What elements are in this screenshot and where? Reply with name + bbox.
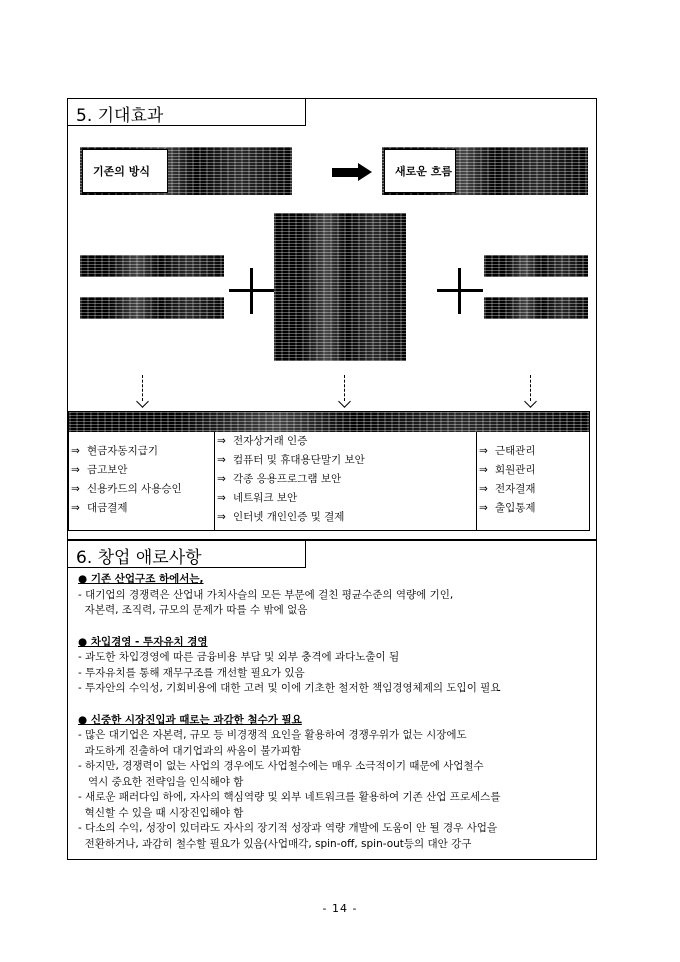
paragraph-line: 과도하게 진출하여 대기업과의 싸움이 불가피함 — [78, 744, 301, 757]
left-bar-top — [80, 255, 224, 277]
paragraph-line: - 새로운 패러다임 하에, 자사의 핵심역량 및 외부 네트워크를 활용하여 기존 산업 프로세스를 — [78, 791, 501, 803]
subheading: ● 차입경영 - 투자유치 경영 — [78, 635, 208, 648]
down-arrow-icon-center — [338, 375, 352, 409]
right-bar-top — [484, 255, 588, 277]
list-item: ⇒ 금고보안 — [71, 464, 128, 476]
paragraph-line: - 많은 대기업은 자본력, 규모 등 비경쟁적 요인을 활용하여 경쟁우위가 없는 시장에도 — [78, 729, 467, 741]
plus-icon-left — [229, 268, 275, 314]
list-item: ⇒ 회원관리 — [479, 464, 536, 476]
paragraph-line: 자본력, 조직력, 규모의 문제가 따를 수 밖에 없음 — [78, 604, 308, 616]
left-bar-bottom — [80, 297, 224, 319]
list-item: ⇒ 전자결재 — [479, 483, 536, 495]
center-block — [274, 213, 406, 361]
content-block — [78, 572, 593, 852]
paragraph-line: - 과도한 차입경영에 따른 금융비용 부담 및 외부 충격에 과다노출이 됨 — [78, 651, 400, 663]
paragraph-line: 혁신할 수 있을 때 시장진입해야 함 — [78, 806, 244, 819]
plus-icon-right — [437, 268, 483, 314]
list-item: ⇒ 근태관리 — [479, 445, 536, 457]
paragraph-line: 역시 중요한 전략임을 인식해야 함 — [78, 775, 244, 788]
down-arrow-icon-left — [136, 375, 150, 409]
subheading: ● 신중한 시장진입과 때로는 과감한 철수가 필요 — [78, 713, 302, 726]
column-it-security — [214, 432, 479, 530]
list-item: ⇒ 신용카드의 사용승인 — [71, 483, 182, 495]
list-item: ⇒ 현금자동지급기 — [71, 445, 159, 457]
list-item: ⇒ 인터넷 개인인증 및 결제 — [217, 511, 345, 523]
paragraph-line: - 다소의 수익, 성장이 있더라도 자사의 장기적 성장과 역량 개발에 도움이 안 될 경우 사업을 — [78, 822, 497, 834]
right-bar-bottom — [484, 297, 588, 319]
old-way-banner — [80, 147, 292, 195]
list-item: ⇒ 전자상거래 인증 — [217, 435, 308, 447]
right-arrow-icon — [332, 163, 374, 181]
paragraph-line: - 하지만, 경쟁력이 없는 사업의 경우에도 사업철수에는 매우 소극적이기 때문에 사업철수 — [78, 760, 484, 772]
list-item: ⇒ 컴퓨터 및 휴대용단말기 보안 — [217, 454, 365, 466]
paragraph-line: 전환하거나, 과감히 철수할 필요가 있음(사업매각, spin-off, spin-out등의 대안 강구 — [78, 837, 472, 850]
list-item: ⇒ 대금결제 — [71, 502, 128, 514]
page-number: - 14 - — [322, 902, 358, 915]
old-way-label: 기존의 방식 — [82, 149, 168, 193]
section-title: 5. 기대효과 — [68, 99, 306, 126]
subheading: ● 기존 산업구조 하에서는, — [78, 573, 204, 585]
paragraph-line: - 투자유치를 통해 재무구조를 개선할 필요가 있음 — [78, 666, 305, 679]
list-item: ⇒ 각종 응용프로그램 보안 — [217, 473, 342, 485]
section-startup-difficulties — [67, 540, 597, 860]
down-arrow-icon-right — [524, 375, 538, 409]
column-finance — [69, 432, 216, 530]
list-item: ⇒ 네트워크 보안 — [217, 492, 298, 504]
list-item: ⇒ 출입통제 — [479, 502, 536, 514]
paragraph-line: - 투자안의 수익성, 기회비용에 대한 고려 및 이에 기초한 철저한 책임경영체제의 도입이 필요 — [78, 682, 501, 694]
new-flow-label: 새로운 흐름 — [384, 149, 456, 193]
columns-header-bar — [69, 412, 589, 432]
paragraph-line: - 대기업의 경쟁력은 산업내 가치사슬의 모든 부문에 걸친 평균수준의 역량에 기인, — [78, 588, 454, 601]
new-flow-banner — [382, 147, 588, 195]
application-columns — [68, 411, 590, 531]
column-management — [476, 432, 592, 530]
section-title: 6. 창업 애로사항 — [68, 541, 306, 568]
section-expected-effects — [67, 98, 597, 540]
